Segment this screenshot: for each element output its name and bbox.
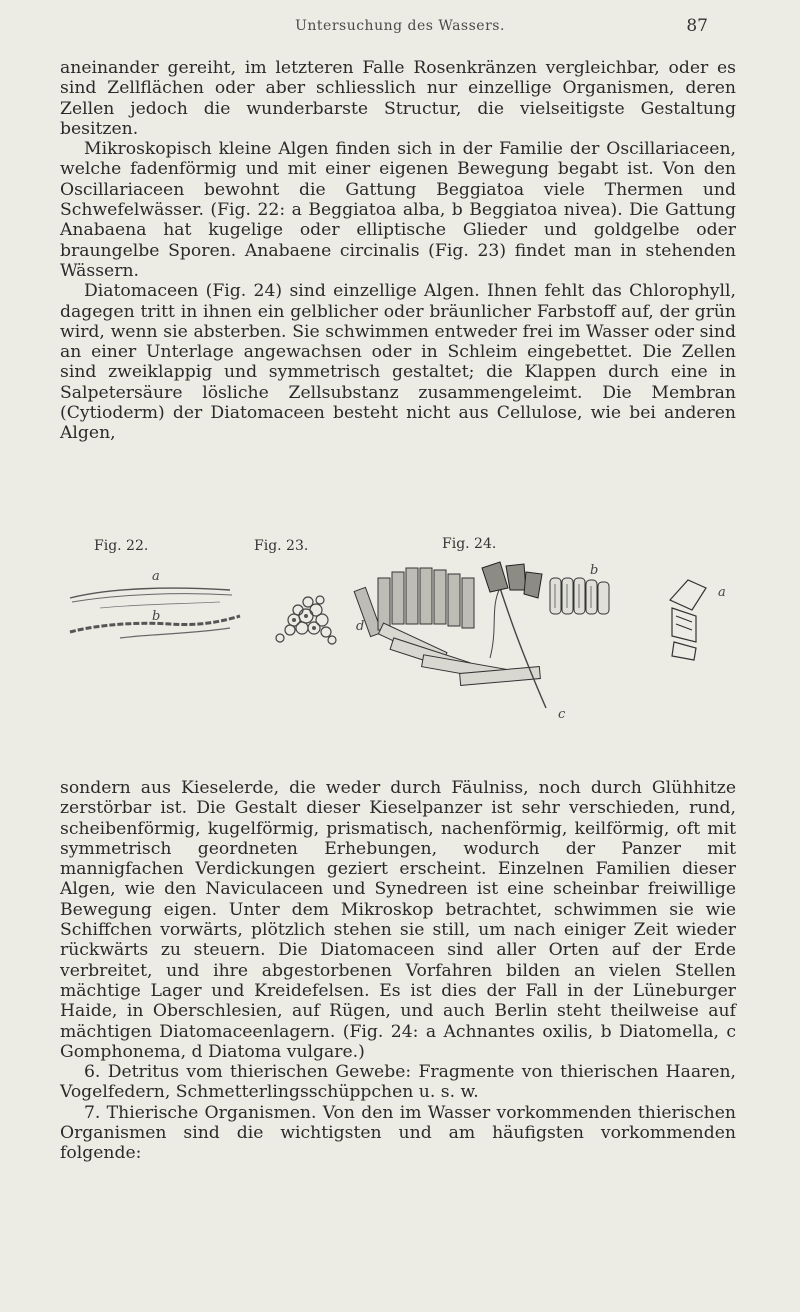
paragraph: Mikroskopisch kleine Algen finden sich in der Familie der Oscillariaceen, welche fadenförmig und mit einer eigenen Bewegung begabt ist. Von den Oscillariaceen bewohnt die Gattung Beggiatoa viele Thermen und Schwefelwässer. (Fig. 22: a Beggiatoa alba, b Beggiatoa nivea). Die Gattung Anabaena hat kugelige oder elliptische Glieder und goldgelbe oder braungelbe Sporen. Anabaene circinalis (Fig. 23) findet man in stehenden Wässern. — [60, 139, 736, 281]
paragraph: 7. Thierische Organismen. Von den im Wasser vorkommenden thierischen Organismen sind die wichtigsten und am häufigsten vorkommenden folgende: — [60, 1102, 736, 1164]
text-block-top — [60, 58, 736, 444]
figure-row — [60, 538, 736, 773]
running-title: Untersuchung des Wassers. — [295, 18, 505, 34]
paragraph: aneinander gereiht, im letzteren Falle Rosenkränzen vergleichbar, oder es sind Zellflächen oder aber schliesslich nur einzellige Organismen, deren Zellen jedoch die wunderbarste Structur, die vielseitigste Gestaltung besitzen. — [60, 58, 736, 139]
page-header — [0, 18, 800, 42]
fig22-label: Fig. 22. — [94, 538, 149, 554]
fig22-sublabel-a: a — [152, 569, 160, 584]
paragraph: sondern aus Kieselerde, die weder durch Fäulniss, noch durch Glühhitze zerstörbar ist. Die Gestalt dieser Kieselpanzer ist sehr verschieden, rund, scheibenförmig, kugelförmig, prismatisch, nachenförmig, keilförmig, oft mit symmetrisch geordneten Erhebungen, wodurch der Panzer mit mannigfachen Verdickungen geziert erscheint. Einzelnen Familien dieser Algen, wie den Naviculaceen und Synedreen ist eine scheinbar freiwillige Bewegung eigen. Unter dem Mikroskop betrachtet, schwimmen sie wie Schiffchen vorwärts, plötzlich stehen sie still, um nach einiger Zeit wieder rückwärts zu steuern. Die Diatomaceen sind aller Orten auf der Erde verbreitet, und ihre abgestorbenen Vorfahren bilden an vielen Stellen mächtige Lager und Kreidefelsen. Es ist dies der Fall in der Lüneburger Haide, in Oberschlesien, auf Rügen, und auch Berlin steht theilweise auf mächtigen Diatomaceenlagern. (Fig. 24: a Achnantes oxilis, b Diatomella, c Gomphonema, d Diatoma vulgare.) — [60, 778, 736, 1062]
fig23-anabaena-illustration — [260, 582, 350, 652]
paragraph: Diatomaceen (Fig. 24) sind einzellige Algen. Ihnen fehlt das Chlorophyll, dagegen tritt in ihnen ein gelblicher oder bräunlicher Farbstoff auf, der grün wird, wenn sie absterben. Sie schwimmen entweder frei im Wasser oder sind an einer Unterlage angewachsen oder in Schleim eingebettet. Die Zellen sind zweiklappig und symmetrisch gestaltet; die Klappen durch eine in Salpetersäure lösliche Zellsubstanz zusammengeleimt. Die Membran (Cytioderm) der Diatomaceen besteht nicht aus Cellulose, wie bei anderen Algen, — [60, 281, 736, 444]
fig22-beggiatoa-illustration — [60, 564, 250, 644]
fig24-label: Fig. 24. — [442, 536, 497, 552]
page-number: 87 — [686, 16, 708, 36]
fig24-sublabel-b: b — [590, 563, 599, 578]
fig23-label: Fig. 23. — [254, 538, 309, 554]
paragraph: 6. Detritus vom thierischen Gewebe: Fragmente von thierischen Haaren, Vogelfedern, Schmetterlingsschüppchen u. s. w. — [60, 1062, 736, 1103]
fig24-sublabel-c: c — [558, 707, 566, 722]
fig22-sublabel-b: b — [152, 609, 161, 624]
fig24-diatom-illustration — [350, 558, 730, 738]
fig24-sublabel-a: a — [718, 585, 726, 600]
text-block-bottom — [60, 778, 736, 1164]
fig24-sublabel-d: d — [356, 619, 365, 634]
